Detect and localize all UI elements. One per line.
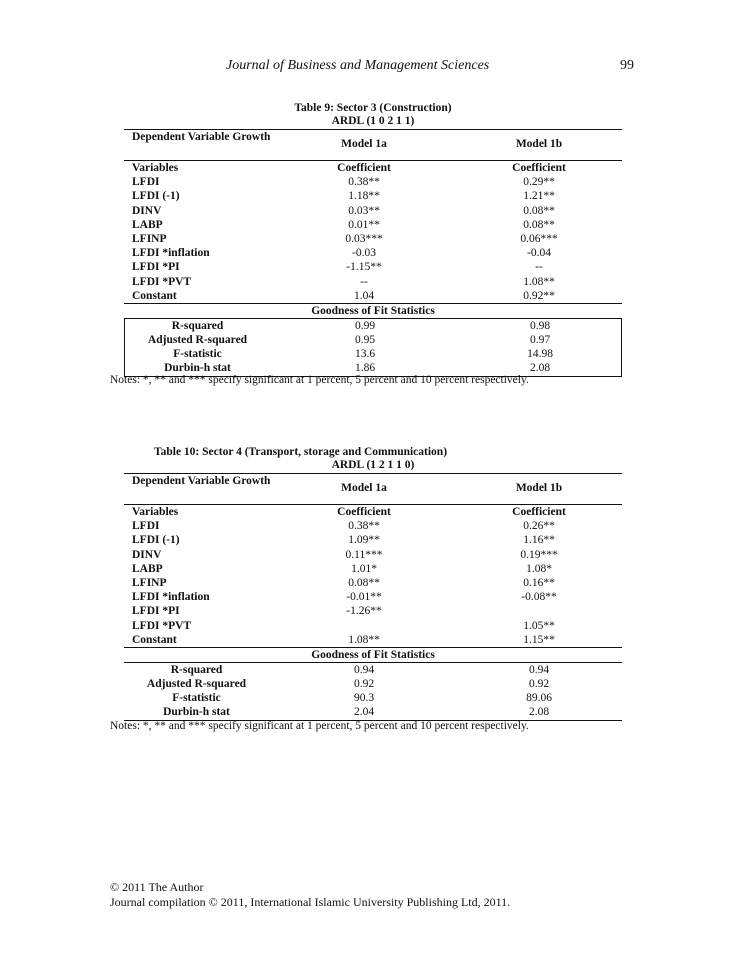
page-number: 99 (620, 58, 634, 73)
table-row (124, 189, 622, 203)
table-subtitle: ARDL (1 0 2 1 1) (331, 115, 415, 127)
table-header (124, 474, 622, 504)
stat-value-1b: 2.08 (529, 362, 551, 375)
running-head (0, 58, 748, 76)
table-title: Table 10: Sector 4 (Transport, storage and Communication) (154, 446, 448, 458)
coefficient-1b: 0.08** (523, 218, 555, 231)
coefficient-1b: 0.92** (523, 289, 555, 302)
table-row (124, 576, 622, 590)
coefficient-1a: 0.11*** (345, 548, 383, 561)
table-10 (124, 446, 622, 721)
gof-row (125, 319, 621, 333)
gof-label: Goodness of Fit Statistics (311, 648, 435, 661)
stat-value-1a: 0.92 (353, 678, 375, 691)
variable-name: LFINP (132, 576, 167, 589)
table-row (124, 260, 622, 274)
gof-row (124, 705, 622, 719)
gof-row (125, 347, 621, 361)
coefficient-1b: 0.19*** (520, 548, 558, 561)
variable-name: LFDI (-1) (132, 190, 180, 203)
page-footer (110, 880, 510, 910)
stat-value-1a: 13.6 (354, 348, 376, 361)
stat-value-1b: 0.92 (528, 678, 550, 691)
coefficient-header-1a: Coefficient (337, 506, 391, 518)
coefficient-1a: 0.03** (348, 204, 380, 217)
variable-name: Constant (132, 289, 177, 302)
table-row (124, 204, 622, 218)
table-row (124, 289, 622, 303)
table-row (124, 604, 622, 618)
column-header-row (124, 161, 622, 175)
variable-name: LFINP (132, 232, 167, 245)
stat-name: Adjusted R-squared (147, 334, 248, 347)
coefficient-1a: -1.26** (346, 605, 382, 618)
stat-value-1a: 1.86 (354, 362, 376, 375)
table-row (124, 232, 622, 246)
coefficient-1a: -0.01** (346, 591, 382, 604)
variables-header: Variables (132, 506, 179, 518)
compilation-line: Journal compilation © 2011, International Islamic University Publishing Ltd, 2011. (110, 895, 511, 909)
table-9 (124, 102, 622, 377)
coefficient-1a: 1.01* (351, 562, 377, 575)
table-row (124, 519, 622, 533)
stat-value-1a: 90.3 (353, 692, 375, 705)
stat-name: F-statistic (173, 348, 222, 361)
stat-name: Adjusted R-squared (146, 678, 247, 691)
coefficient-header-1a: Coefficient (337, 162, 391, 174)
stat-value-1b: 0.98 (529, 319, 551, 332)
model-1a-header: Model 1a (341, 138, 387, 150)
gof-row (124, 677, 622, 691)
variable-name: LFDI (-1) (132, 534, 180, 547)
coefficient-1b: 1.08* (526, 562, 552, 575)
coefficient-1a: 1.04 (353, 289, 375, 302)
stat-value-1b: 2.08 (528, 706, 550, 719)
coefficient-1b: 1.15** (523, 633, 555, 646)
variable-name: DINV (132, 548, 162, 561)
table-subtitle: ARDL (1 2 1 1 0) (331, 459, 415, 471)
coefficient-1b: 1.16** (523, 534, 555, 547)
coefficient-1b: 1.08** (523, 275, 555, 288)
coefficient-1b: -0.08** (521, 591, 557, 604)
stat-name: R-squared (171, 319, 224, 332)
model-1b-header: Model 1b (515, 482, 563, 494)
gof-box (124, 318, 622, 377)
stat-name: Durbin-h stat (163, 706, 230, 719)
journal-name: Journal of Business and Management Sciences (226, 58, 490, 73)
variable-name: LFDI *PVT (132, 619, 192, 632)
coefficient-1b: -0.04 (527, 247, 551, 260)
coefficient-1a: 0.38** (348, 176, 380, 189)
variable-name: LFDI *inflation (132, 591, 210, 604)
model-1a-header: Model 1a (341, 482, 387, 494)
stat-value-1a: 2.04 (353, 706, 375, 719)
stat-value-1a: 0.94 (353, 663, 375, 676)
table-title: Table 9: Sector 3 (Construction) (294, 102, 452, 114)
coefficient-1a: 0.38** (348, 520, 380, 533)
variable-name: LFDI (132, 520, 160, 533)
variable-name: LABP (132, 218, 163, 231)
variable-name: LABP (132, 562, 163, 575)
coefficient-1a: 1.18** (348, 190, 380, 203)
variables-header: Variables (132, 162, 179, 174)
gof-box (124, 662, 622, 721)
coefficient-header-1b: Coefficient (512, 162, 566, 174)
coefficient-1b: 0.16** (523, 576, 555, 589)
coefficient-1a: 1.08** (348, 633, 380, 646)
dependent-variable-header: Dependent Variable Growth (132, 475, 271, 487)
coefficient-1a: 0.01** (348, 218, 380, 231)
coefficient-1a: -- (360, 275, 368, 288)
gof-row (124, 691, 622, 705)
coefficient-1b: 1.05** (523, 619, 555, 632)
variable-name: DINV (132, 204, 162, 217)
coefficient-1b: 0.06*** (520, 232, 558, 245)
variable-name: LFDI *PI (132, 261, 180, 274)
table-row (124, 533, 622, 547)
gof-label: Goodness of Fit Statistics (311, 304, 435, 317)
table-header (124, 130, 622, 160)
coefficient-1b: -- (535, 261, 543, 274)
stat-value-1b: 0.97 (529, 334, 551, 347)
coefficient-1b: 0.26** (523, 520, 555, 533)
gof-row (124, 663, 622, 677)
stat-name: R-squared (170, 663, 223, 676)
table-notes: Notes: *, ** and *** specify significant at 1 percent, 5 percent and 10 percent respectively. (110, 374, 529, 386)
coefficient-1a: -0.03 (352, 247, 376, 260)
table-row (124, 590, 622, 604)
variable-name: LFDI *PVT (132, 275, 192, 288)
coefficient-1b: 0.29** (523, 176, 555, 189)
stat-value-1b: 14.98 (527, 348, 553, 361)
table-row (124, 619, 622, 633)
coefficient-header-1b: Coefficient (512, 506, 566, 518)
variable-name: LFDI *PI (132, 605, 180, 618)
table-row (124, 246, 622, 260)
table-row (124, 548, 622, 562)
coefficient-1a: 0.08** (348, 576, 380, 589)
table-row (124, 633, 622, 647)
copyright-line: © 2011 The Author (110, 880, 204, 894)
coefficient-1b: 1.21** (523, 190, 555, 203)
variable-name: LFDI (132, 176, 160, 189)
coefficient-1a: -1.15** (346, 261, 382, 274)
coefficient-1b: 0.08** (523, 204, 555, 217)
model-1b-header: Model 1b (515, 138, 563, 150)
stat-value-1a: 0.95 (354, 334, 376, 347)
stat-value-1b: 0.94 (528, 663, 550, 676)
table-notes: Notes: *, ** and *** specify significant at 1 percent, 5 percent and 10 percent respectively. (110, 720, 529, 732)
table-row (124, 275, 622, 289)
coefficient-1a: 1.09** (348, 534, 380, 547)
dependent-variable-header: Dependent Variable Growth (132, 131, 271, 143)
variable-name: Constant (132, 633, 177, 646)
stat-value-1b: 89.06 (526, 692, 552, 705)
column-header-row (124, 505, 622, 519)
variable-name: LFDI *inflation (132, 247, 210, 260)
stat-name: Durbin-h stat (164, 362, 231, 375)
table-row (124, 562, 622, 576)
stat-value-1a: 0.99 (354, 319, 376, 332)
gof-row (125, 333, 621, 347)
table-row (124, 175, 622, 189)
coefficient-1a: 0.03*** (345, 232, 383, 245)
table-row (124, 218, 622, 232)
stat-name: F-statistic (172, 692, 221, 705)
